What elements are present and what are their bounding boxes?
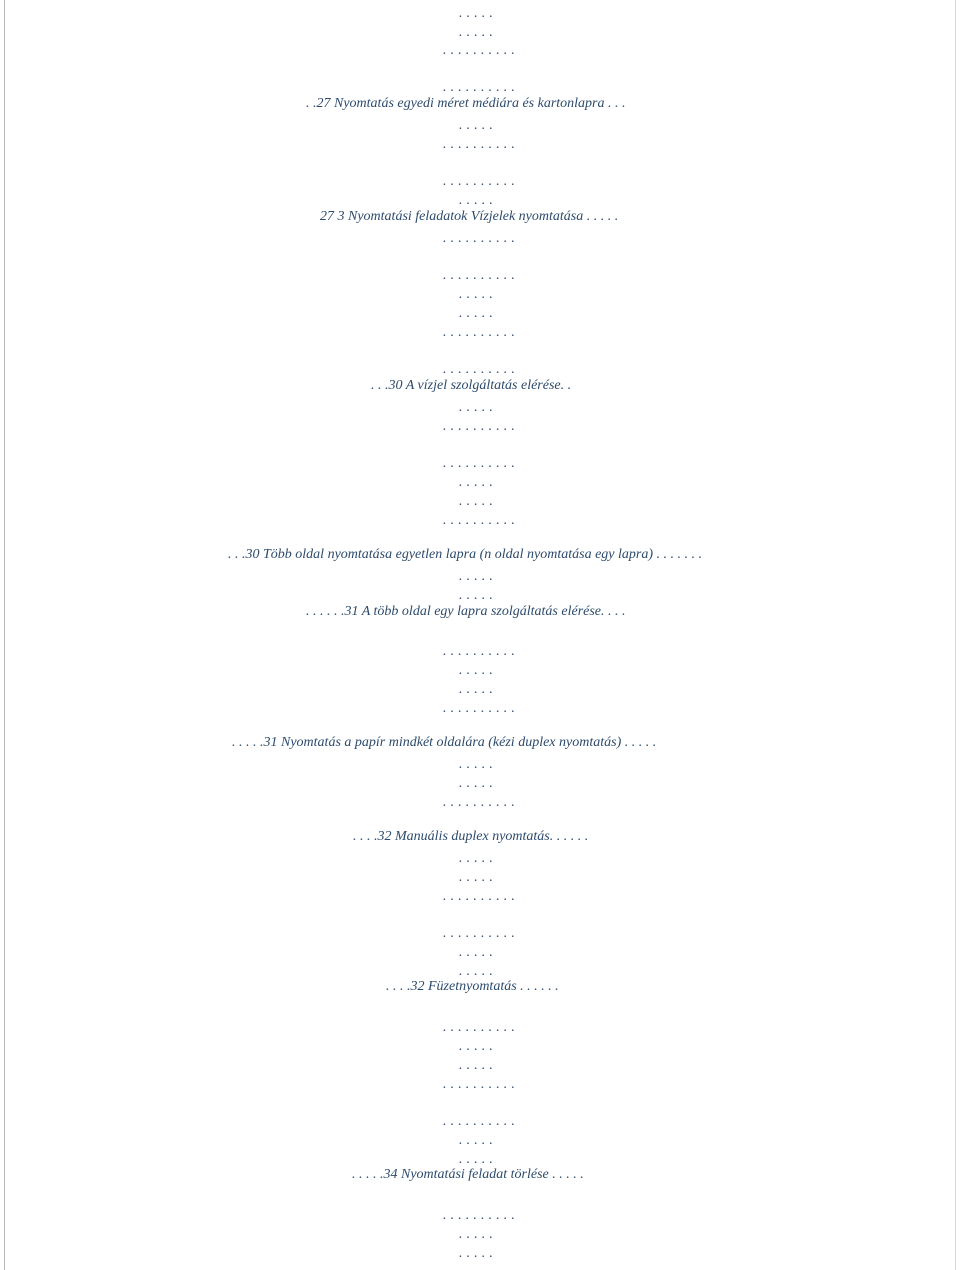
- toc-dot-leader: . . . . . . . . . .: [443, 456, 516, 471]
- toc-dot-leader: . . . . . . . . . .: [443, 419, 516, 434]
- toc-dot-leader: . . . . .: [459, 663, 494, 678]
- toc-dot-leader: . . . . . . . . . .: [443, 1114, 516, 1129]
- toc-dot-leader: . . . . . . . . . .: [443, 231, 516, 246]
- toc-dot-leader: . . . . .: [459, 118, 494, 133]
- toc-dot-leader: . . . . . . . . . .: [443, 644, 516, 659]
- toc-entry: . . .30 Több oldal nyomtatása egyetlen lapra (n oldal nyomtatása egy lapra) . . . . . . .: [228, 547, 703, 562]
- toc-entry: . . . .32 Manuális duplex nyomtatás. . . . . .: [353, 829, 589, 844]
- toc-dot-leader: . . . . .: [459, 1039, 494, 1054]
- toc-dot-leader: . . . . . . . . . .: [443, 513, 516, 528]
- toc-dot-leader: . . . . .: [459, 25, 494, 40]
- toc-dot-leader: . . . . . . . . . .: [443, 325, 516, 340]
- toc-dot-leader: . . . . .: [459, 287, 494, 302]
- toc-dot-leader: . . . . .: [459, 870, 494, 885]
- toc-dot-leader: . . . . .: [459, 757, 494, 772]
- toc-entry: . . . . .31 Nyomtatás a papír mindkét oldalára (kézi duplex nyomtatás) . . . . .: [232, 735, 657, 750]
- toc-dot-leader: . . . . .: [459, 494, 494, 509]
- toc-dot-leader: . . . . .: [459, 588, 494, 603]
- toc-dot-leader: . . . . . . . . . .: [443, 795, 516, 810]
- toc-dot-leader: . . . . .: [459, 945, 494, 960]
- toc-dot-leader: . . . . .: [459, 306, 494, 321]
- toc-entry: . . . . . .31 A több oldal egy lapra szolgáltatás elérése. . . .: [306, 604, 626, 619]
- toc-dot-leader: . . . . . . . . . .: [443, 889, 516, 904]
- toc-entry: 27 3 Nyomtatási feladatok Vízjelek nyomtatása . . . . .: [320, 209, 619, 224]
- toc-dot-leader: . . . . .: [459, 1246, 494, 1261]
- toc-dot-leader: . . . . . . . . . .: [443, 1020, 516, 1035]
- page-right-border: [955, 0, 956, 1270]
- toc-dot-leader: . . . . .: [459, 1227, 494, 1242]
- toc-dot-leader: . . . . . . . . . .: [443, 137, 516, 152]
- toc-dot-leader: . . . . .: [459, 851, 494, 866]
- toc-dot-leader: . . . . . . . . . .: [443, 43, 516, 58]
- toc-entry: . . .30 A vízjel szolgáltatás elérése. .: [371, 378, 572, 393]
- toc-dot-leader: . . . . .: [459, 475, 494, 490]
- page-left-border: [4, 0, 5, 1270]
- toc-dot-leader: . . . . . . . . . .: [443, 1208, 516, 1223]
- toc-dot-leader: . . . . .: [459, 193, 494, 208]
- toc-entry: . .27 Nyomtatás egyedi méret médiára és kartonlapra . . .: [306, 96, 626, 111]
- toc-dot-leader: . . . . . . . . . .: [443, 80, 516, 95]
- toc-dot-leader: . . . . .: [459, 776, 494, 791]
- toc-dot-leader: . . . . . . . . . .: [443, 362, 516, 377]
- toc-dot-leader: . . . . .: [459, 400, 494, 415]
- toc-dot-leader: . . . . . . . . . .: [443, 268, 516, 283]
- toc-entry: . . . . .34 Nyomtatási feladat törlése . . . . .: [352, 1167, 584, 1182]
- toc-dot-leader: . . . . .: [459, 964, 494, 979]
- toc-dot-leader: . . . . . . . . . .: [443, 701, 516, 716]
- toc-dot-leader: . . . . . . . . . .: [443, 1077, 516, 1092]
- toc-dot-leader: . . . . .: [459, 6, 494, 21]
- toc-dot-leader: . . . . . . . . . .: [443, 926, 516, 941]
- toc-dot-leader: . . . . .: [459, 1058, 494, 1073]
- toc-dot-leader: . . . . .: [459, 569, 494, 584]
- toc-dot-leader: . . . . .: [459, 682, 494, 697]
- toc-dot-leader: . . . . .: [459, 1133, 494, 1148]
- toc-dot-leader: . . . . . . . . . .: [443, 174, 516, 189]
- toc-dot-leader: . . . . .: [459, 1152, 494, 1167]
- toc-entry: . . . .32 Füzetnyomtatás . . . . . .: [386, 979, 559, 994]
